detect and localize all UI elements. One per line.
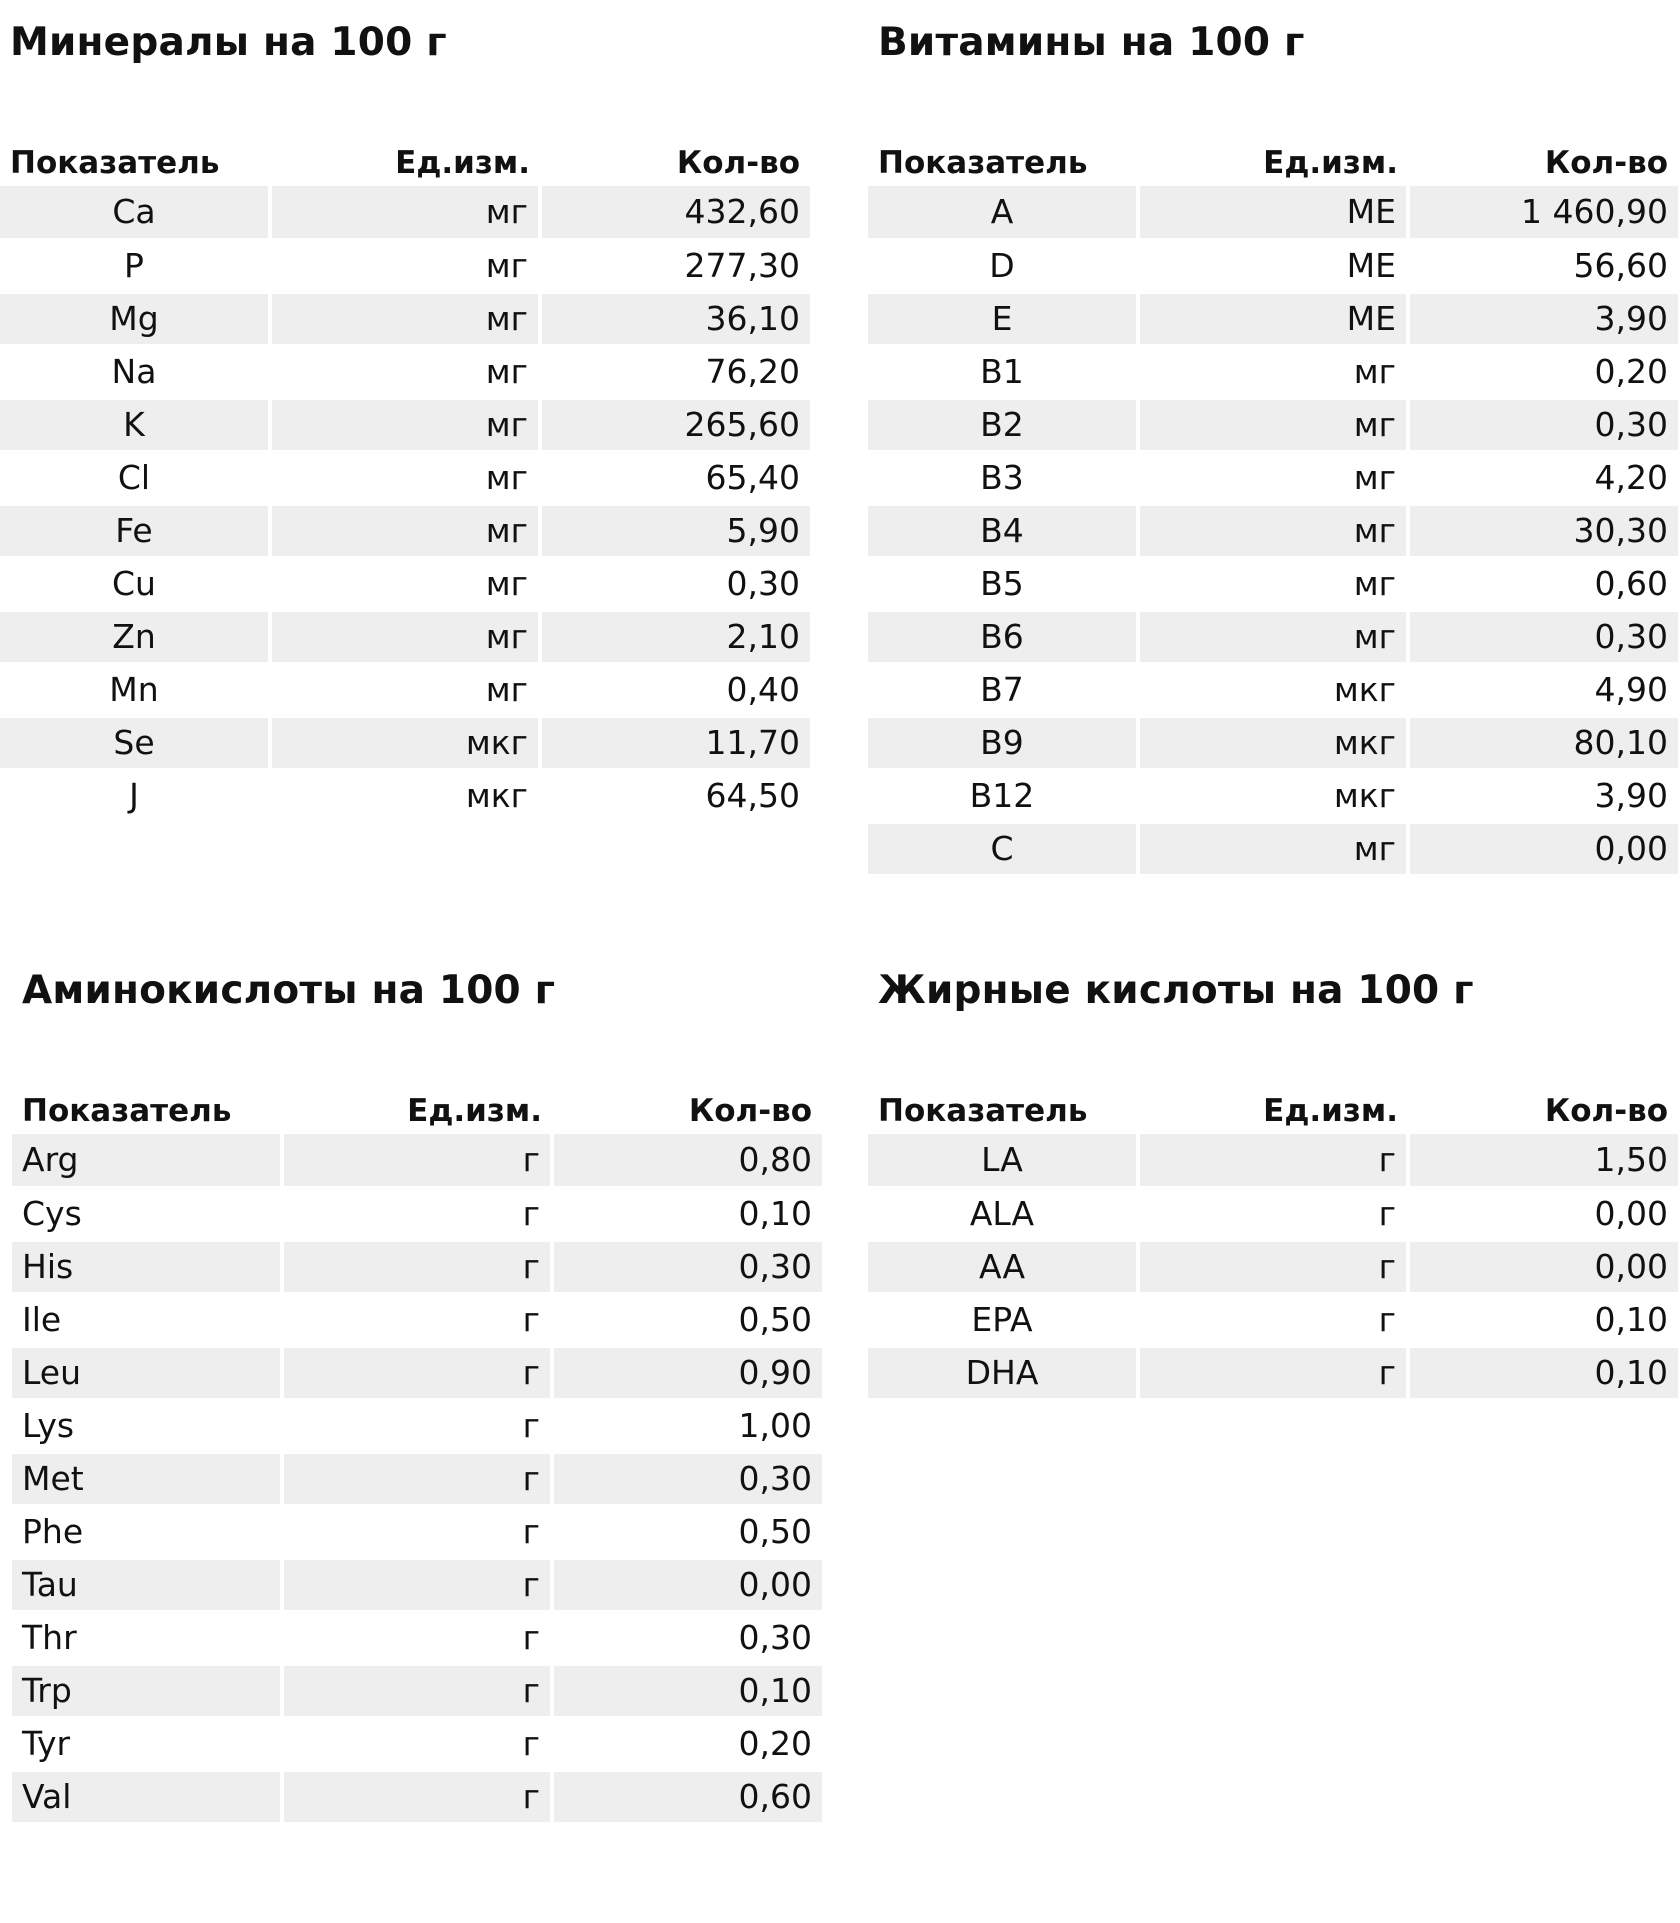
row-unit: г (282, 1664, 552, 1717)
row-unit: мкг (1138, 716, 1408, 769)
row-unit: мг (270, 398, 540, 451)
row-quantity: 432,60 (540, 186, 810, 239)
row-indicator: Val (12, 1770, 282, 1823)
row-unit: г (1138, 1240, 1408, 1293)
table-row (12, 1505, 822, 1558)
table-row (868, 239, 1678, 292)
row-indicator: Tyr (12, 1717, 282, 1770)
table-row (0, 504, 810, 557)
row-indicator: B9 (868, 716, 1138, 769)
row-indicator: K (0, 398, 270, 451)
row-quantity: 1 460,90 (1408, 186, 1678, 239)
row-quantity: 0,20 (1408, 345, 1678, 398)
table-header-row (0, 140, 810, 186)
row-unit: г (282, 1399, 552, 1452)
row-unit: мг (270, 239, 540, 292)
row-quantity: 4,20 (1408, 451, 1678, 504)
row-indicator: ALA (868, 1187, 1138, 1240)
table-row (0, 239, 810, 292)
row-unit: мг (1138, 504, 1408, 557)
fatty-acids-title: Жирные кислоты на 100 г (878, 968, 1474, 1013)
table-row (12, 1293, 822, 1346)
table-row (0, 451, 810, 504)
row-indicator: LA (868, 1134, 1138, 1187)
row-quantity: 0,00 (1408, 1240, 1678, 1293)
vitamins-section (868, 18, 1678, 877)
vitamins-table (868, 140, 1678, 877)
table-header-row (12, 1088, 822, 1134)
table-row (868, 557, 1678, 610)
table-row (868, 1346, 1678, 1399)
vitamins-title: Витамины на 100 г (878, 20, 1305, 65)
row-unit: мкг (270, 769, 540, 822)
row-quantity: 0,80 (552, 1134, 822, 1187)
table-row (0, 663, 810, 716)
table-row (868, 1134, 1678, 1187)
row-indicator: Zn (0, 610, 270, 663)
row-indicator: D (868, 239, 1138, 292)
row-unit: мг (270, 451, 540, 504)
row-unit: мг (270, 292, 540, 345)
table-row (0, 186, 810, 239)
row-unit: мг (270, 557, 540, 610)
table-row (0, 769, 810, 822)
row-indicator: B7 (868, 663, 1138, 716)
table-row (868, 1293, 1678, 1346)
row-indicator: E (868, 292, 1138, 345)
row-quantity: 5,90 (540, 504, 810, 557)
row-unit: мкг (1138, 663, 1408, 716)
row-quantity: 0,90 (552, 1346, 822, 1399)
table-row (868, 451, 1678, 504)
row-quantity: 56,60 (1408, 239, 1678, 292)
minerals-title: Минералы на 100 г (10, 20, 447, 65)
row-unit: мг (1138, 345, 1408, 398)
table-row (868, 1187, 1678, 1240)
table-row (868, 398, 1678, 451)
row-quantity: 0,00 (1408, 822, 1678, 875)
row-unit: г (282, 1558, 552, 1611)
row-unit: г (282, 1134, 552, 1187)
table-row (12, 1664, 822, 1717)
row-indicator: B12 (868, 769, 1138, 822)
row-indicator: AA (868, 1240, 1138, 1293)
row-unit: г (282, 1770, 552, 1823)
table-row (868, 186, 1678, 239)
table-row (12, 1717, 822, 1770)
row-quantity: 0,10 (552, 1187, 822, 1240)
table-row (868, 1240, 1678, 1293)
header-quantity: Кол-во (1544, 1093, 1668, 1129)
row-indicator: B5 (868, 557, 1138, 610)
row-quantity: 277,30 (540, 239, 810, 292)
row-indicator: B3 (868, 451, 1138, 504)
row-unit: мг (1138, 398, 1408, 451)
row-unit: г (282, 1611, 552, 1664)
row-indicator: Tau (12, 1558, 282, 1611)
row-quantity: 80,10 (1408, 716, 1678, 769)
row-unit: мг (270, 663, 540, 716)
table-row (12, 1134, 822, 1187)
row-indicator: Leu (12, 1346, 282, 1399)
amino-acids-title: Аминокислоты на 100 г (22, 968, 556, 1013)
row-quantity: 0,10 (552, 1664, 822, 1717)
row-unit: мг (1138, 451, 1408, 504)
row-quantity: 0,60 (552, 1770, 822, 1823)
row-quantity: 1,00 (552, 1399, 822, 1452)
table-row (12, 1399, 822, 1452)
header-indicator: Показатель (878, 1093, 1088, 1129)
row-unit: г (1138, 1346, 1408, 1399)
row-indicator: Ile (12, 1293, 282, 1346)
row-unit: г (282, 1187, 552, 1240)
table-row (868, 345, 1678, 398)
row-quantity: 2,10 (540, 610, 810, 663)
row-quantity: 3,90 (1408, 292, 1678, 345)
table-row (0, 557, 810, 610)
row-quantity: 64,50 (540, 769, 810, 822)
row-unit: г (282, 1346, 552, 1399)
amino-acids-section (12, 966, 822, 1825)
minerals-table (0, 140, 810, 824)
row-quantity: 0,30 (552, 1452, 822, 1505)
header-indicator: Показатель (10, 145, 220, 181)
table-row (12, 1770, 822, 1823)
table-row (12, 1346, 822, 1399)
row-quantity: 0,10 (1408, 1346, 1678, 1399)
table-row (868, 769, 1678, 822)
row-unit: мг (270, 186, 540, 239)
table-row (12, 1558, 822, 1611)
row-quantity: 0,30 (1408, 398, 1678, 451)
header-unit: Ед.изм. (1263, 145, 1398, 181)
row-quantity: 0,30 (552, 1240, 822, 1293)
row-indicator: Met (12, 1452, 282, 1505)
row-quantity: 0,40 (540, 663, 810, 716)
table-row (0, 610, 810, 663)
table-row (0, 292, 810, 345)
row-unit: мкг (270, 716, 540, 769)
row-quantity: 0,30 (1408, 610, 1678, 663)
row-unit: г (1138, 1293, 1408, 1346)
row-quantity: 0,30 (540, 557, 810, 610)
row-unit: мг (1138, 822, 1408, 875)
row-indicator: B2 (868, 398, 1138, 451)
minerals-section (0, 18, 810, 824)
row-indicator: Lys (12, 1399, 282, 1452)
row-unit: мг (1138, 557, 1408, 610)
table-row (868, 504, 1678, 557)
row-indicator: Cl (0, 451, 270, 504)
row-unit: г (282, 1505, 552, 1558)
row-unit: МЕ (1138, 186, 1408, 239)
row-quantity: 0,00 (1408, 1187, 1678, 1240)
row-unit: г (1138, 1187, 1408, 1240)
row-quantity: 0,20 (552, 1717, 822, 1770)
table-row (12, 1611, 822, 1664)
table-header-row (868, 1088, 1678, 1134)
row-unit: мкг (1138, 769, 1408, 822)
table-row (868, 716, 1678, 769)
row-indicator: B6 (868, 610, 1138, 663)
row-unit: МЕ (1138, 292, 1408, 345)
row-unit: г (282, 1293, 552, 1346)
row-quantity: 76,20 (540, 345, 810, 398)
row-indicator: Se (0, 716, 270, 769)
row-quantity: 4,90 (1408, 663, 1678, 716)
row-indicator: EPA (868, 1293, 1138, 1346)
table-row (12, 1240, 822, 1293)
header-indicator: Показатель (878, 145, 1088, 181)
row-unit: МЕ (1138, 239, 1408, 292)
table-row (12, 1187, 822, 1240)
row-quantity: 65,40 (540, 451, 810, 504)
row-indicator: Trp (12, 1664, 282, 1717)
amino-acids-table (12, 1088, 822, 1825)
table-header-row (868, 140, 1678, 186)
row-indicator: J (0, 769, 270, 822)
table-row (0, 716, 810, 769)
row-unit: г (282, 1240, 552, 1293)
header-quantity: Кол-во (688, 1093, 812, 1129)
row-indicator: Ca (0, 186, 270, 239)
header-unit: Ед.изм. (395, 145, 530, 181)
row-indicator: B4 (868, 504, 1138, 557)
header-quantity: Кол-во (676, 145, 800, 181)
row-quantity: 0,60 (1408, 557, 1678, 610)
row-unit: мг (270, 345, 540, 398)
header-indicator: Показатель (22, 1093, 232, 1129)
row-indicator: A (868, 186, 1138, 239)
row-indicator: C (868, 822, 1138, 875)
table-row (12, 1452, 822, 1505)
table-row (0, 345, 810, 398)
row-quantity: 0,30 (552, 1611, 822, 1664)
row-indicator: Cys (12, 1187, 282, 1240)
row-quantity: 3,90 (1408, 769, 1678, 822)
row-quantity: 0,10 (1408, 1293, 1678, 1346)
table-row (0, 398, 810, 451)
header-unit: Ед.изм. (1263, 1093, 1398, 1129)
row-quantity: 11,70 (540, 716, 810, 769)
row-quantity: 30,30 (1408, 504, 1678, 557)
table-row (868, 610, 1678, 663)
row-unit: г (282, 1717, 552, 1770)
row-indicator: Arg (12, 1134, 282, 1187)
row-indicator: Phe (12, 1505, 282, 1558)
row-quantity: 0,00 (552, 1558, 822, 1611)
row-unit: г (1138, 1134, 1408, 1187)
row-quantity: 0,50 (552, 1505, 822, 1558)
row-indicator: DHA (868, 1346, 1138, 1399)
header-quantity: Кол-во (1544, 145, 1668, 181)
fatty-acids-table (868, 1088, 1678, 1401)
row-quantity: 265,60 (540, 398, 810, 451)
row-unit: г (282, 1452, 552, 1505)
row-indicator: P (0, 239, 270, 292)
row-indicator: Cu (0, 557, 270, 610)
table-row (868, 292, 1678, 345)
row-indicator: Mg (0, 292, 270, 345)
row-quantity: 1,50 (1408, 1134, 1678, 1187)
row-indicator: Thr (12, 1611, 282, 1664)
row-unit: мг (1138, 610, 1408, 663)
row-indicator: Mn (0, 663, 270, 716)
table-row (868, 663, 1678, 716)
row-quantity: 0,50 (552, 1293, 822, 1346)
table-row (868, 822, 1678, 875)
fatty-acids-section (868, 966, 1678, 1401)
row-unit: мг (270, 610, 540, 663)
row-indicator: B1 (868, 345, 1138, 398)
row-quantity: 36,10 (540, 292, 810, 345)
header-unit: Ед.изм. (407, 1093, 542, 1129)
row-unit: мг (270, 504, 540, 557)
row-indicator: Na (0, 345, 270, 398)
row-indicator: Fe (0, 504, 270, 557)
row-indicator: His (12, 1240, 282, 1293)
